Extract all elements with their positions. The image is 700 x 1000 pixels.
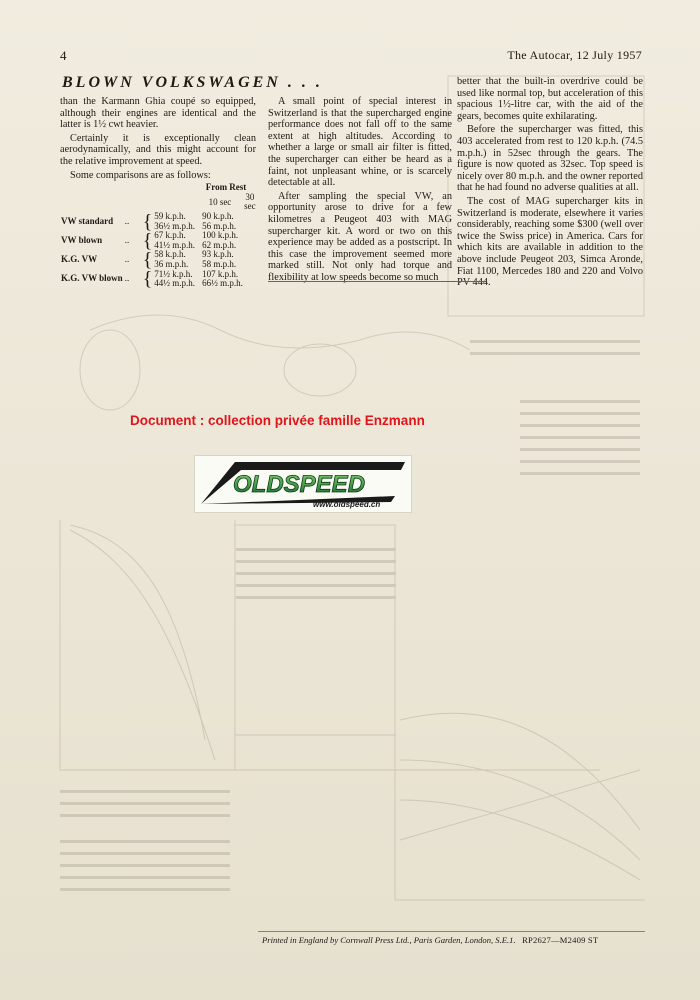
table-car-name: K.G. VW — [61, 254, 98, 265]
table-dots: .. — [124, 234, 130, 245]
column-3 — [457, 76, 643, 291]
table-value-10s — [153, 212, 196, 231]
value-mph: 36½ m.p.h. — [154, 220, 196, 231]
table-value-30s — [196, 231, 244, 250]
table-car-name: K.G. VW blown — [61, 273, 123, 284]
footer-rule — [258, 931, 645, 932]
printer-footer — [262, 935, 598, 945]
column-2 — [268, 96, 452, 286]
table-brace: { — [142, 268, 153, 291]
logo-wordmark: OLDSPEED — [233, 471, 366, 498]
comparison-table — [60, 183, 256, 289]
running-head: The Autocar, 12 July 1957 — [507, 48, 642, 62]
value-kph: 93 k.p.h. — [202, 249, 234, 260]
logo-url: www.oldspeed.ch — [313, 500, 381, 509]
value-kph: 90 k.p.h. — [202, 210, 234, 221]
oldspeed-logo — [194, 455, 412, 513]
table-value-30s — [196, 270, 244, 289]
value-kph: 71½ k.p.h. — [154, 268, 193, 279]
page-number: 4 — [60, 48, 67, 63]
table-row — [60, 231, 256, 250]
table-dots: .. — [124, 273, 130, 284]
table-head-b: 30 sec — [244, 191, 256, 212]
value-kph: 107 k.p.h. — [202, 268, 239, 279]
table-head-a: 10 sec — [208, 196, 232, 207]
value-kph: 100 k.p.h. — [202, 230, 239, 241]
article-headline: BLOWN VOLKSWAGEN . . . — [62, 74, 323, 91]
value-mph: 56 m.p.h. — [202, 220, 237, 231]
col1-paragraph-1: than the Karmann Ghia coupé so equipped, although their engines are identical and the latter is 1½ cwt heavier. — [60, 96, 256, 131]
table-row — [60, 250, 256, 269]
table-value-10s — [153, 231, 196, 250]
printer-imprint: Printed in England by Cornwall Press Ltd., Paris Garden, London, S.E.1. — [262, 935, 516, 945]
print-code: RP2627—M2409 ST — [522, 935, 599, 945]
col1-paragraph-2: Certainly it is exceptionally clean aerodynamically, and this might account for the relative improvement at speed. — [60, 132, 256, 167]
table-car-name: VW blown — [61, 234, 103, 245]
collection-watermark: Document : collection privée famille Enzmann — [130, 413, 425, 428]
oldspeed-logo-graphic — [195, 456, 411, 512]
col2-paragraph-1: A small point of special interest in Switzerland is that the supercharged engine performance does not fall off to the same extent at high altitudes. According to whether a large or small air filter is fitted, the supercharger can either be heard as a faint, not unpleasant whine, or is scarcely detectable at all. — [268, 96, 452, 189]
table-row — [60, 212, 256, 231]
table-brace: { — [142, 210, 153, 233]
table-value-30s — [196, 212, 244, 231]
value-mph: 41½ m.p.h. — [154, 239, 196, 250]
table-car-name: VW standard — [61, 215, 114, 226]
column-1 — [60, 96, 256, 289]
value-kph: 59 k.p.h. — [154, 210, 186, 221]
value-mph: 44½ m.p.h. — [154, 278, 196, 289]
article-end-rule — [268, 281, 486, 282]
col3-paragraph-1: better that the built-in overdrive could be used like normal top, but acceleration of this spacious 1½-litre car, with the aid of the gears, becomes quite exhilarating. — [457, 76, 643, 122]
table-brace: { — [142, 229, 153, 252]
value-mph: 58 m.p.h. — [202, 258, 237, 269]
col3-paragraph-2: Before the supercharger was fitted, this 403 accelerated from rest to 120 k.p.h. (74.5 m.p.h.) in 52sec through the gears. The figure is now quoted as 32sec. Top speed is nicely over 80 m.p.h. and the owner reported that he had found no adverse qualities at all. — [457, 124, 643, 194]
table-value-10s — [153, 250, 196, 269]
table-head-top: From Rest — [205, 182, 247, 193]
table-dots: .. — [124, 254, 130, 265]
col3-paragraph-3: The cost of MAG supercharger kits in Switzerland is moderate, elsewhere it varies considerably, reaching some $300 (well over twice the Swiss price) in America. Cars for which kits are available in addition to the above include Peugeot 203, Simca Aronde, Fiat 1100, Mercedes 180 and 220 and Volvo PV 444. — [457, 195, 643, 289]
value-mph: 62 m.p.h. — [202, 239, 237, 250]
value-mph: 66½ m.p.h. — [202, 278, 243, 289]
table-value-10s — [153, 270, 196, 289]
col2-paragraph-2: After sampling the special VW, an opportunity arose to drive for a few kilometres a Peugeot 403 with MAG supercharger kit. A word or two on this experience may be added as a postscript. In this case the improvement seemed more marked still. Not only had torque and flexibility at low speeds become so much — [268, 190, 452, 283]
table-dots: .. — [124, 215, 130, 226]
table-row — [60, 270, 256, 289]
table-brace: { — [142, 248, 153, 271]
table-value-30s — [196, 250, 244, 269]
value-kph: 67 k.p.h. — [154, 230, 186, 241]
value-mph: 36 m.p.h. — [154, 258, 189, 269]
value-kph: 58 k.p.h. — [154, 249, 186, 260]
col1-paragraph-3: Some comparisons are as follows: — [70, 169, 211, 181]
